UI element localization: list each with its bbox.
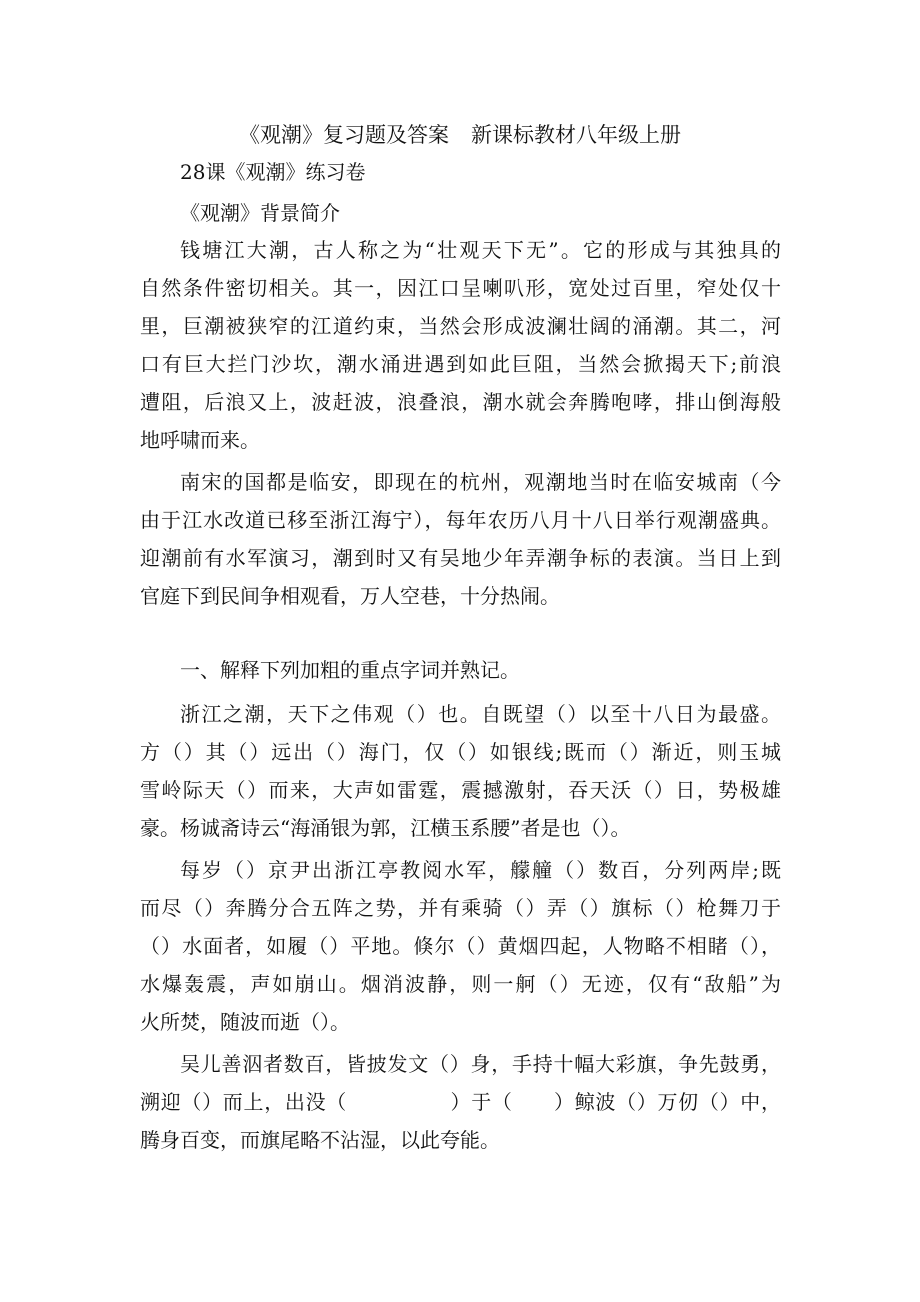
exercise1-line: 浙江之潮，天下之伟观（）也。自既望（）以至十八日为最盛。: [180, 702, 781, 726]
exercise2-line: 水爆轰震，声如崩山。烟消波静，则一舸（）无迹，仅有“敌船”为: [140, 972, 781, 996]
lesson-heading: 28课《观潮》练习卷: [180, 160, 366, 184]
section1-heading: 一、解释下列加粗的重点字词并熟记。: [180, 658, 520, 682]
exercise3-line: 腾身百变，而旗尾略不沾湿，以此夸能。: [140, 1128, 500, 1152]
exercise3-line: 溯迎（）而上，出没（ ）于（ ）鲸波（）万仞（）中，: [140, 1090, 781, 1114]
exercise2-line: 而尽（）奔腾分合五阵之势，并有乘骑（）弄（）旗标（）枪舞刀于: [140, 896, 781, 920]
title-sub: 新课标教材八年级上册: [471, 123, 681, 147]
exercise3-line: 吴儿善泅者数百，皆披发文（）身，手持十幅大彩旗，争先鼓勇，: [180, 1052, 781, 1076]
paragraph1-line: 自然条件密切相关。其一，因江口呈喇叭形，宽处过百里，窄处仅十: [140, 276, 781, 300]
paragraph1-line: 里，巨潮被狭窄的江道约束，当然会形成波澜壮阔的涌潮。其二，河: [140, 314, 781, 338]
paragraph1-line: 地呼啸而来。: [140, 428, 260, 452]
paragraph1-line: 口有巨大拦门沙坎，潮水涌进遇到如此巨阻，当然会掀揭天下;前浪: [140, 352, 781, 376]
exercise2-line: 火所焚，随波而逝（）。: [140, 1010, 350, 1034]
exercise2-line: 每岁（）京尹出浙江亭教阅水军，艨艟（）数百，分列两岸;既: [180, 858, 781, 882]
paragraph2-line: 官庭下到民间争相观看，万人空巷，十分热闹。: [140, 584, 560, 608]
paragraph1-line: 遭阻，后浪又上，波赶波，浪叠浪，潮水就会奔腾咆哮，排山倒海般: [140, 390, 781, 414]
paragraph2-line: 迎潮前有水军演习，潮到时又有吴地少年弄潮争标的表演。当日上到: [140, 546, 781, 570]
exercise1-line: 豪。杨诚斋诗云“海涌银为郭，江横玉系腰”者是也（）。: [140, 816, 631, 840]
paragraph2-line: 南宋的国都是临安，即现在的杭州，观潮地当时在临安城南（今: [180, 470, 781, 494]
paragraph1-line: 钱塘江大潮，古人称之为“壮观天下无”。它的形成与其独具的: [180, 238, 781, 262]
exercise1-line: 方（）其（）远出（）海门，仅（）如银线;既而（）渐近，则玉城: [140, 740, 781, 764]
exercise2-line: （）水面者，如履（）平地。倏尔（）黄烟四起，人物略不相睹（），: [140, 934, 781, 958]
document-title: [0, 120, 920, 150]
exercise1-line: 雪岭际天（）而来，大声如雷霆，震撼激射，吞天沃（）日，势极雄: [140, 778, 781, 802]
paragraph2-line: 由于江水改道已移至浙江海宁），每年农历八月十八日举行观潮盛典。: [140, 508, 781, 532]
background-heading: 《观潮》背景简介: [180, 201, 340, 225]
title-main: 《观潮》复习题及答案: [239, 123, 449, 147]
